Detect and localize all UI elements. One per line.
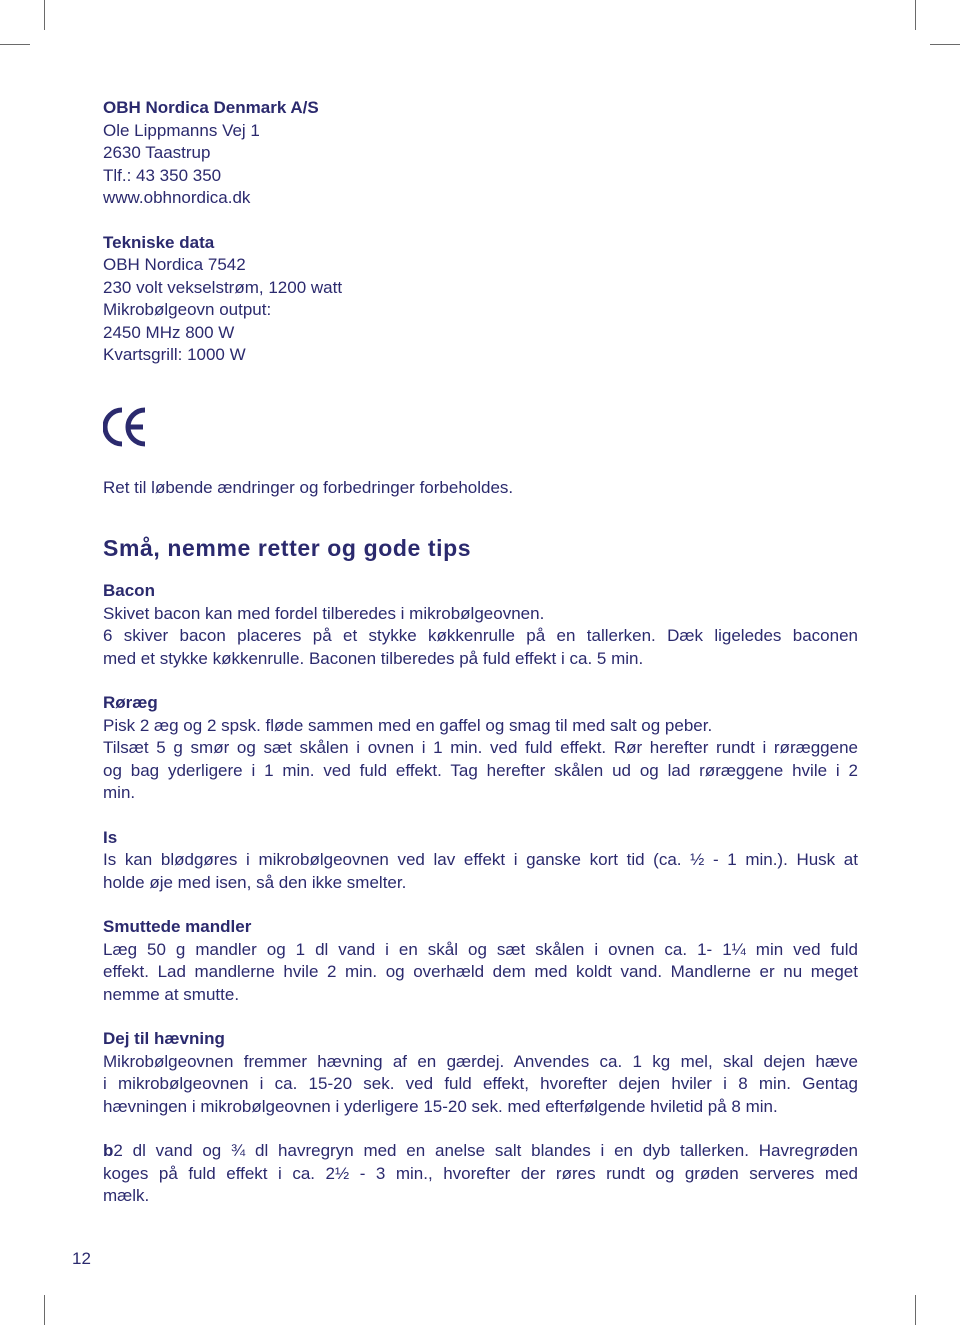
technical-grill: Kvartsgrill: 1000 W [103, 345, 246, 364]
company-block [103, 97, 858, 210]
company-phone: Tlf.: 43 350 350 [103, 165, 222, 185]
technical-power: 230 volt vekselstrøm, 1200 watt [103, 277, 343, 297]
section-line: koges på fuld effekt i ca. 2½ - 3 min., hvorefter der røres rundt og grøden serveres med [103, 1163, 858, 1183]
section-line: min. [103, 783, 136, 802]
technical-block [103, 232, 858, 367]
section-line: holde øje med isen, så den ikke smelter. [103, 872, 407, 892]
section-heading: Smuttede mandler [103, 917, 252, 936]
section-line [103, 1140, 858, 1163]
section-line: Mikrobølgeovnen fremmer hævning af en gærdej. Anvendes ca. 1 kg mel, skal dejen hæve [103, 1051, 858, 1071]
company-city: 2630 Taastrup [103, 143, 211, 162]
section-line: med et stykke køkkenrulle. Baconen tilberedes på fuld effekt i ca. 5 min. [103, 648, 644, 668]
ce-mark-icon [103, 407, 858, 447]
section-line: Pisk 2 æg og 2 spsk. fløde sammen med en gaffel og smag til med salt og peber. [103, 715, 713, 735]
crop-mark [915, 1295, 916, 1325]
section-is [103, 827, 858, 895]
crop-mark [0, 44, 30, 45]
section-bacon [103, 580, 858, 670]
section-roraeg [103, 692, 858, 805]
section-line: Tilsæt 5 g smør og sæt skålen i ovnen i 1 min. ved fuld effekt. Rør herefter rundt i røræggene [103, 738, 858, 757]
technical-microwave: 2450 MHz 800 W [103, 322, 235, 342]
section-mandler [103, 916, 858, 1006]
tips-title: Små, nemme retter og gode tips [103, 535, 472, 561]
section-line: 6 skiver bacon placeres på et stykke køkkenrulle på en tallerken. Dæk ligeledes baconen [103, 626, 858, 645]
technical-model: OBH Nordica 7542 [103, 255, 246, 274]
section-dej [103, 1028, 858, 1118]
disclaimer: Ret til løbende ændringer og forbedringer forbeholdes. [103, 477, 514, 497]
technical-output-label: Mikrobølgeovn output: [103, 300, 272, 319]
section-line: Læg 50 g mandler og 1 dl vand i en skål og sæt skålen i ovnen ca. 1- 1¼ min ved fuld [103, 939, 858, 959]
section-line-text: 2 dl vand og ¾ dl havregryn med en anelse salt blandes i en dyb tallerken. Havregrøden [113, 1141, 858, 1160]
section-havregrod [103, 1140, 858, 1208]
section-line: i mikrobølgeovnen i ca. 15-20 sek. ved fuld effekt, hvorefter dejen hviler i 8 min. Gentag [103, 1074, 858, 1093]
section-line: Is kan blødgøres i mikrobølgeovnen ved lav effekt i ganske kort tid (ca. ½ - 1 min.). Husk at [103, 850, 858, 869]
section-heading: Røræg [103, 693, 158, 712]
section-line: effekt. Lad mandlerne hvile 2 min. og overhæld dem med koldt vand. Mandlerne er nu meget [103, 962, 858, 981]
section-line: Skivet bacon kan med fordel tilberedes i mikrobølgeovnen. [103, 603, 545, 623]
technical-heading: Tekniske data [103, 232, 215, 252]
section-line: hævningen i mikrobølgeovnen i yderligere 15-20 sek. med efterfølgende hviletid på 8 min. [103, 1096, 778, 1116]
crop-mark [44, 0, 45, 30]
section-line: nemme at smutte. [103, 984, 240, 1004]
section-heading: Is [103, 827, 118, 847]
crop-mark [915, 0, 916, 30]
section-prefix: b [103, 1141, 114, 1160]
section-line: og bag yderligere i 1 min. ved fuld effekt. Tag herefter skålen ud og lad røræggene hvile i 2 [103, 760, 858, 780]
section-heading: Dej til hævning [103, 1029, 225, 1048]
company-web: www.obhnordica.dk [103, 188, 251, 207]
page-content [103, 97, 858, 1208]
page-number: 12 [72, 1249, 91, 1268]
company-street: Ole Lippmanns Vej 1 [103, 120, 260, 140]
section-heading: Bacon [103, 581, 155, 600]
section-line: mælk. [103, 1186, 150, 1205]
company-name: OBH Nordica Denmark A/S [103, 98, 319, 117]
crop-mark [930, 44, 960, 45]
crop-mark [44, 1295, 45, 1325]
